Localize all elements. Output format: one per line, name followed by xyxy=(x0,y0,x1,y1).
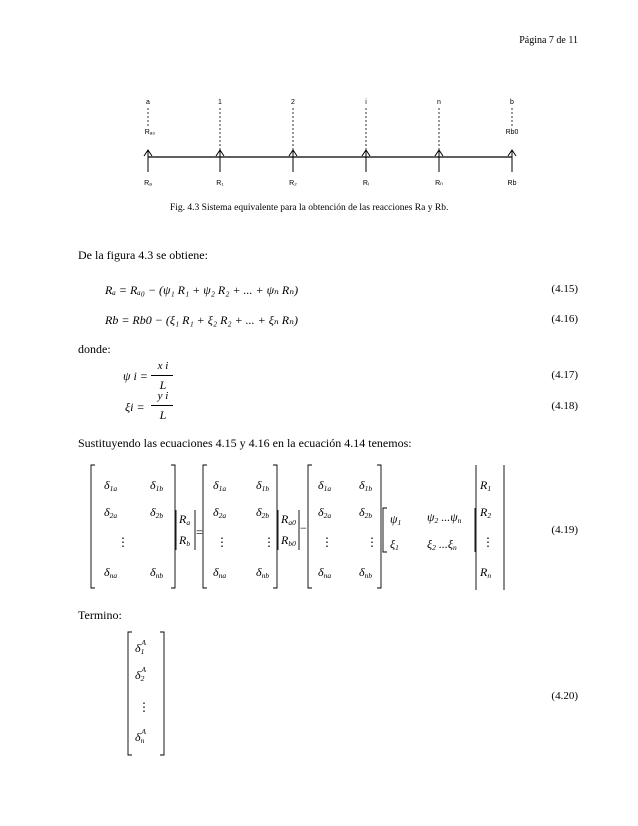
eqnum-4-19: (4.19) xyxy=(551,524,578,536)
eq-4-17-lhs: ψ i = xyxy=(123,369,148,383)
termino-text: Termino: xyxy=(78,608,122,622)
label-ri: Rᵢ xyxy=(362,180,370,187)
m420-vdots: ⋮ xyxy=(138,700,150,714)
xi-row: ξ2 ...ξn xyxy=(427,537,457,552)
m420-dn: δnA xyxy=(135,727,146,745)
rvec-vdots: ⋮ xyxy=(482,535,494,549)
vec-ra0: Ra0 xyxy=(281,512,296,527)
eq-4-17-denominator: L xyxy=(159,378,167,392)
equation-4-15: Rₐ = Rₐ₀ − (ψ₁ R₁ + ψ₂ R₂ + ... + ψₙ Rₙ) xyxy=(105,283,299,297)
m1-d2a: δ2a xyxy=(104,505,118,520)
figure-caption: Fig. 4.3 Sistema equivalente para la obtención de las reacciones Ra y Rb. xyxy=(170,203,449,213)
label-rb0: Rb0 xyxy=(505,129,519,136)
label-ra0: Rₐ₀ xyxy=(144,129,156,136)
m1-d2b: δ2b xyxy=(150,505,164,520)
m3-vdots-b: ⋮ xyxy=(366,535,378,549)
label-n: n xyxy=(437,99,441,106)
rvec-rn: Rn xyxy=(480,565,492,580)
m2-d1a: δ1a xyxy=(213,478,227,493)
m3-dna: δna xyxy=(318,565,332,580)
minus-sign: − xyxy=(300,521,307,535)
label-ra: Rₐ xyxy=(144,180,152,187)
m3-d1b: δ1b xyxy=(359,478,373,493)
xi-1: ξ1 xyxy=(390,537,399,552)
label-2: 2 xyxy=(291,99,295,106)
psi-row: ψ2 ...ψn xyxy=(427,510,462,525)
eqnum-4-17: (4.17) xyxy=(551,369,578,381)
label-1: 1 xyxy=(218,99,222,106)
m1-vdots: ⋮ xyxy=(117,535,129,549)
m420-d2: δ2A xyxy=(135,665,146,683)
intro-text: De la figura 4.3 se obtiene: xyxy=(78,248,208,262)
psi-1: ψ1 xyxy=(390,512,402,527)
donde-text: donde: xyxy=(78,342,111,356)
m3-dnb: δnb xyxy=(359,565,373,580)
eqnum-4-16: (4.16) xyxy=(551,313,578,325)
m1-d1a: δ1a xyxy=(104,478,118,493)
m3-d2a: δ2a xyxy=(318,505,332,520)
m1-dna: δna xyxy=(104,565,118,580)
m2-d2b: δ2b xyxy=(256,505,270,520)
eq-4-18-numerator: y i xyxy=(157,390,169,402)
vec-ra: Ra xyxy=(179,512,191,527)
label-r1: R₁ xyxy=(216,180,224,187)
page-number: Página 7 de 11 xyxy=(519,35,578,46)
eq-4-18-lhs: ξi = xyxy=(125,400,145,414)
eq-4-17-numerator: x i xyxy=(157,360,169,372)
m2-dnb: δnb xyxy=(256,565,270,580)
rvec-r2: R2 xyxy=(480,505,492,520)
label-b: b xyxy=(510,99,514,106)
label-a: a xyxy=(146,99,150,106)
label-i: i xyxy=(365,99,367,106)
equation-4-16: Rb = Rb0 − (ξ₁ R₁ + ξ₂ R₂ + ... + ξₙ Rₙ) xyxy=(105,313,298,327)
m2-dna: δna xyxy=(213,565,227,580)
eqnum-4-20: (4.20) xyxy=(551,690,578,702)
m420-d1: δ1A xyxy=(135,638,146,656)
eqnum-4-15: (4.15) xyxy=(551,283,578,295)
m2-vdots-a: ⋮ xyxy=(216,535,228,549)
vec-rb: Rb xyxy=(179,533,191,548)
label-rb: Rb xyxy=(507,180,517,187)
vec-rb0: Rb0 xyxy=(281,533,296,548)
sustituyendo-text: Sustituyendo las ecuaciones 4.15 y 4.16 en la ecuación 4.14 tenemos: xyxy=(78,436,412,450)
m1-d1b: δ1b xyxy=(150,478,164,493)
rvec-r1: R1 xyxy=(480,478,492,493)
eqnum-4-18: (4.18) xyxy=(551,400,578,412)
m1-dnb: δnb xyxy=(150,565,164,580)
m2-vdots-b: ⋮ xyxy=(263,535,275,549)
eq-4-18-denominator: L xyxy=(159,408,167,422)
label-r2: R₂ xyxy=(289,180,297,187)
m3-d1a: δ1a xyxy=(318,478,332,493)
m2-d2a: δ2a xyxy=(213,505,227,520)
equals-sign: = xyxy=(196,525,203,539)
m3-d2b: δ2b xyxy=(359,505,373,520)
m3-vdots-a: ⋮ xyxy=(321,535,333,549)
label-rn: Rₙ xyxy=(435,180,443,187)
m2-d1b: δ1b xyxy=(256,478,270,493)
